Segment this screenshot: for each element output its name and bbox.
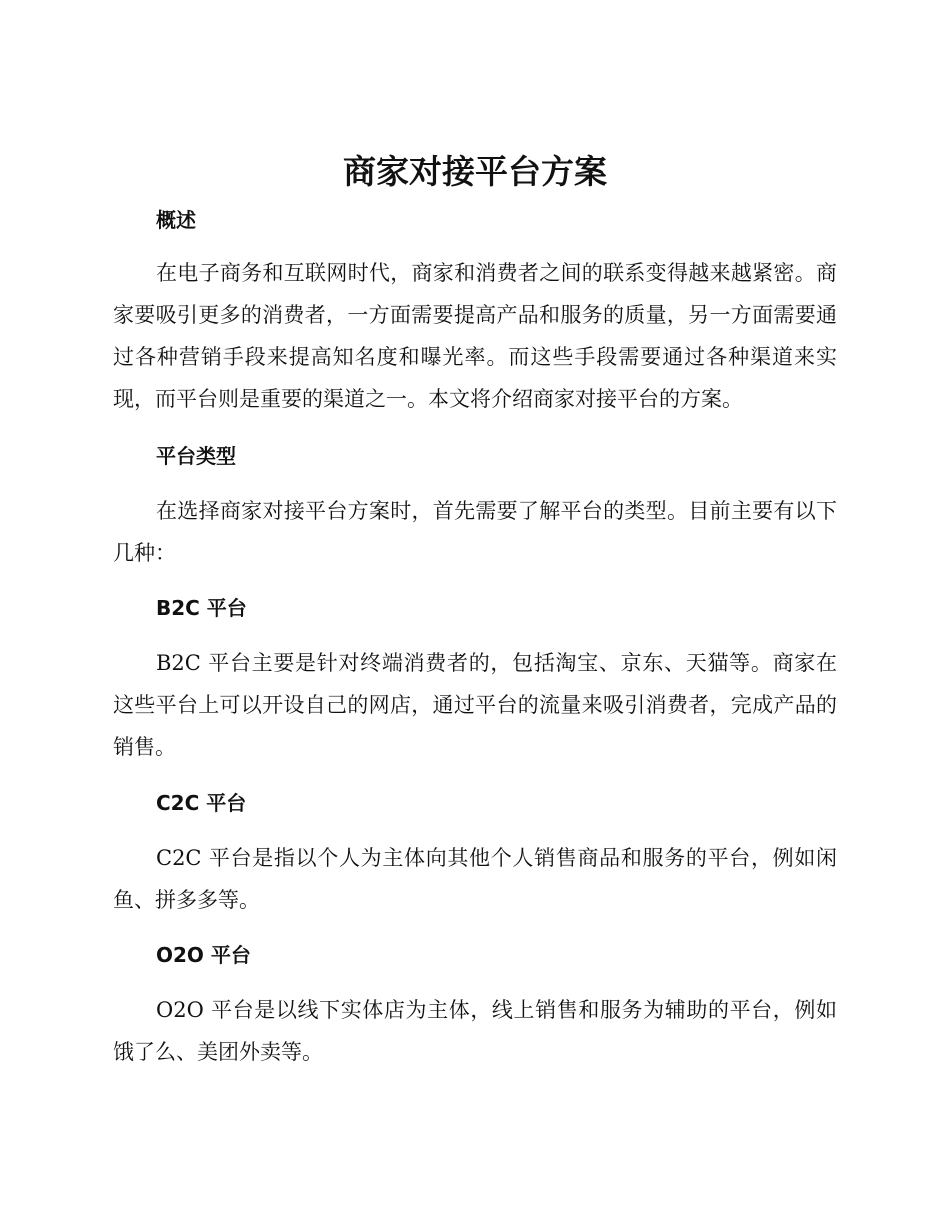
section-heading-o2o: O2O 平台 [156, 943, 251, 967]
section-heading-platform-types: 平台类型 [156, 444, 236, 468]
section-paragraph-overview: 在电子商务和互联网时代，商家和消费者之间的联系变得越来越紧密。商家要吸引更多的消费者，一方面需要提高产品和服务的质量，另一方面需要通过各种营销手段来提高知名度和曝光率。而这些手段需要通过各种渠道来实现，而平台则是重要的渠道之一。本文将介绍商家对接平台的方案。 [113, 261, 837, 411]
section-paragraph-b2c: B2C 平台主要是针对终端消费者的，包括淘宝、京东、天猫等。商家在这些平台上可以开设自己的网店，通过平台的流量来吸引消费者，完成产品的销售。 [113, 651, 837, 759]
section-paragraph-platform-types: 在选择商家对接平台方案时，首先需要了解平台的类型。目前主要有以下几种： [113, 499, 837, 565]
section-paragraph-c2c: C2C 平台是指以个人为主体向其他个人销售商品和服务的平台，例如闲鱼、拼多多等。 [113, 846, 837, 912]
section-heading-c2c: C2C 平台 [156, 791, 247, 815]
section-heading-b2c: B2C 平台 [156, 596, 247, 620]
document-title: 商家对接平台方案 [343, 152, 607, 191]
document-page [113, 0, 837, 1230]
section-heading-overview: 概述 [156, 208, 196, 232]
section-paragraph-o2o: O2O 平台是以线下实体店为主体，线上销售和服务为辅助的平台，例如饿了么、美团外卖等。 [113, 998, 837, 1064]
